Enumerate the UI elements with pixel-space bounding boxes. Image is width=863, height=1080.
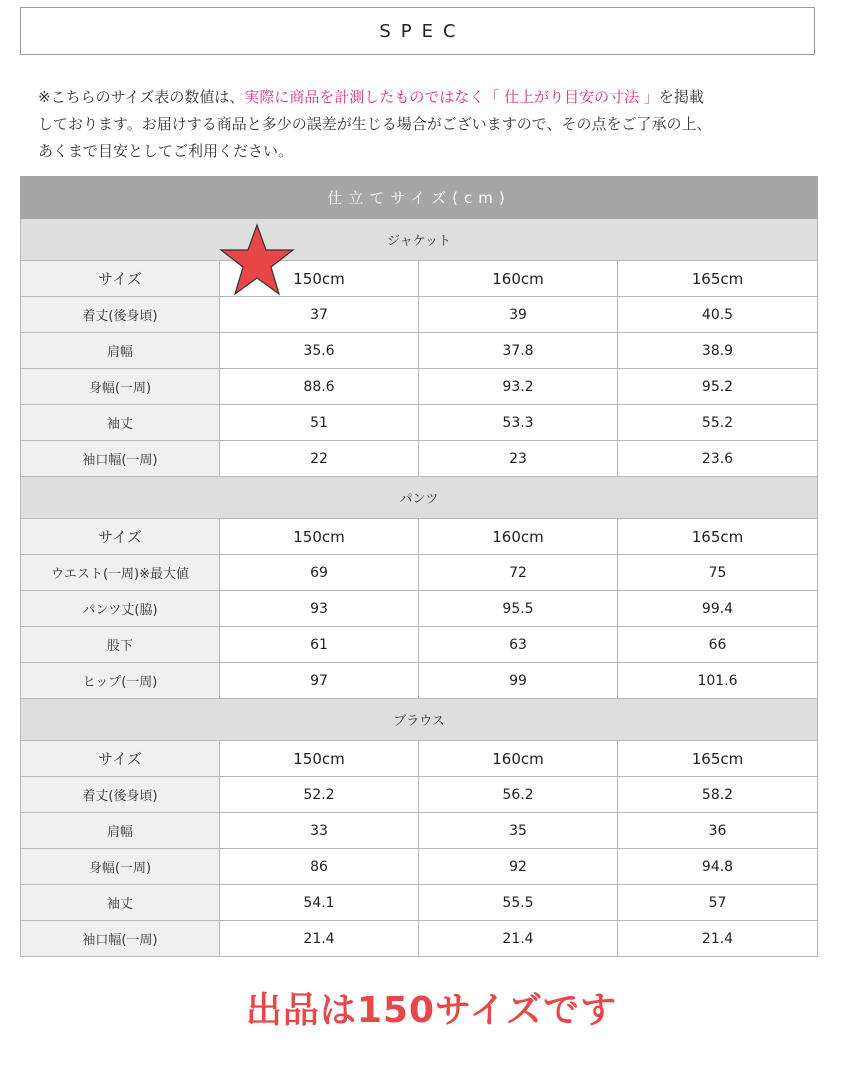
table-row [21,849,818,885]
measure-value-cell: 36 [618,813,818,849]
measure-value-cell: 38.9 [618,333,818,369]
table-row [21,441,818,477]
measure-value-cell: 93 [220,591,419,627]
table-row [21,921,818,957]
measure-label-cell: 袖口幅(一周) [21,441,220,477]
measure-value-cell: 54.1 [220,885,419,921]
table-row [21,663,818,699]
measure-value-cell: 23 [419,441,618,477]
section-row [21,219,818,261]
table-row [21,885,818,921]
size-header-cell: 160cm [419,519,618,555]
spec-header [20,7,815,55]
measure-label-cell: 着丈(後身頃) [21,777,220,813]
measure-label-cell: ウエスト(一周)※最大値 [21,555,220,591]
measure-value-cell: 66 [618,627,818,663]
section-title: ジャケット [21,219,818,261]
table-title: 仕立てサイズ(cm) [21,177,818,219]
measure-value-cell: 35.6 [220,333,419,369]
measure-value-cell: 57 [618,885,818,921]
section-row [21,477,818,519]
spec-title: SPEC [379,20,466,42]
size-header-cell: 150cm [220,519,419,555]
notice-line-3: あくまで目安としてご利用ください。 [38,142,294,160]
size-header-cell: 165cm [618,519,818,555]
measure-value-cell: 97 [220,663,419,699]
measure-value-cell: 95.5 [419,591,618,627]
table-title-row [21,177,818,219]
measure-value-cell: 40.5 [618,297,818,333]
table-row [21,297,818,333]
measure-value-cell: 99.4 [618,591,818,627]
size-table [20,176,818,957]
section-row [21,699,818,741]
size-header-cell: 150cm [220,741,419,777]
size-label-cell: サイズ [21,519,220,555]
measure-value-cell: 63 [419,627,618,663]
measure-value-cell: 75 [618,555,818,591]
measure-label-cell: 股下 [21,627,220,663]
measure-value-cell: 21.4 [618,921,818,957]
measure-value-cell: 55.2 [618,405,818,441]
measure-label-cell: 肩幅 [21,813,220,849]
measure-value-cell: 23.6 [618,441,818,477]
notice-text-2: を掲載 [658,88,704,106]
notice-line-2: しております。お届けする商品と多少の誤差が生じる場合がございますので、その点をご了承の上、 [38,115,712,133]
size-header-row [21,519,818,555]
listing-note: 出品は150サイズです [245,990,618,1031]
size-label-cell: サイズ [21,741,220,777]
measure-value-cell: 94.8 [618,849,818,885]
measure-value-cell: 72 [419,555,618,591]
measure-label-cell: 袖口幅(一周) [21,921,220,957]
measure-value-cell: 21.4 [419,921,618,957]
measure-value-cell: 58.2 [618,777,818,813]
measure-value-cell: 51 [220,405,419,441]
table-row [21,813,818,849]
measure-value-cell: 52.2 [220,777,419,813]
size-header-cell: 165cm [618,261,818,297]
measure-label-cell: 袖丈 [21,885,220,921]
measure-value-cell: 55.5 [419,885,618,921]
table-row [21,369,818,405]
star-icon [219,222,295,298]
notice-text-1: ※こちらのサイズ表の数値は、 [38,88,245,106]
measure-value-cell: 88.6 [220,369,419,405]
measure-value-cell: 22 [220,441,419,477]
size-header-cell: 150cm [220,261,419,297]
size-header-row [21,261,818,297]
notice-line-1 [38,84,808,111]
size-label-cell: サイズ [21,261,220,297]
measure-value-cell: 37 [220,297,419,333]
measure-value-cell: 101.6 [618,663,818,699]
measure-label-cell: パンツ丈(脇) [21,591,220,627]
measure-value-cell: 86 [220,849,419,885]
measure-value-cell: 35 [419,813,618,849]
measure-value-cell: 56.2 [419,777,618,813]
section-title: パンツ [21,477,818,519]
table-row [21,777,818,813]
measure-label-cell: ヒップ(一周) [21,663,220,699]
measure-value-cell: 61 [220,627,419,663]
section-title: ブラウス [21,699,818,741]
measure-label-cell: 肩幅 [21,333,220,369]
size-header-row [21,741,818,777]
measure-label-cell: 身幅(一周) [21,849,220,885]
notice-emphasis: 実際に商品を計測したものではなく「 仕上がり目安の寸法 」 [244,88,659,106]
measure-label-cell: 袖丈 [21,405,220,441]
table-row [21,555,818,591]
size-header-cell: 160cm [419,261,618,297]
measure-value-cell: 99 [419,663,618,699]
size-notice [38,84,808,165]
measure-value-cell: 69 [220,555,419,591]
measure-value-cell: 92 [419,849,618,885]
measure-label-cell: 身幅(一周) [21,369,220,405]
measure-value-cell: 93.2 [419,369,618,405]
table-row [21,405,818,441]
measure-value-cell: 37.8 [419,333,618,369]
table-row [21,627,818,663]
table-row [21,591,818,627]
table-row [21,333,818,369]
measure-value-cell: 53.3 [419,405,618,441]
measure-value-cell: 39 [419,297,618,333]
size-header-cell: 165cm [618,741,818,777]
star-shape [221,225,293,294]
measure-value-cell: 95.2 [618,369,818,405]
measure-label-cell: 着丈(後身頃) [21,297,220,333]
size-header-cell: 160cm [419,741,618,777]
measure-value-cell: 21.4 [220,921,419,957]
measure-value-cell: 33 [220,813,419,849]
